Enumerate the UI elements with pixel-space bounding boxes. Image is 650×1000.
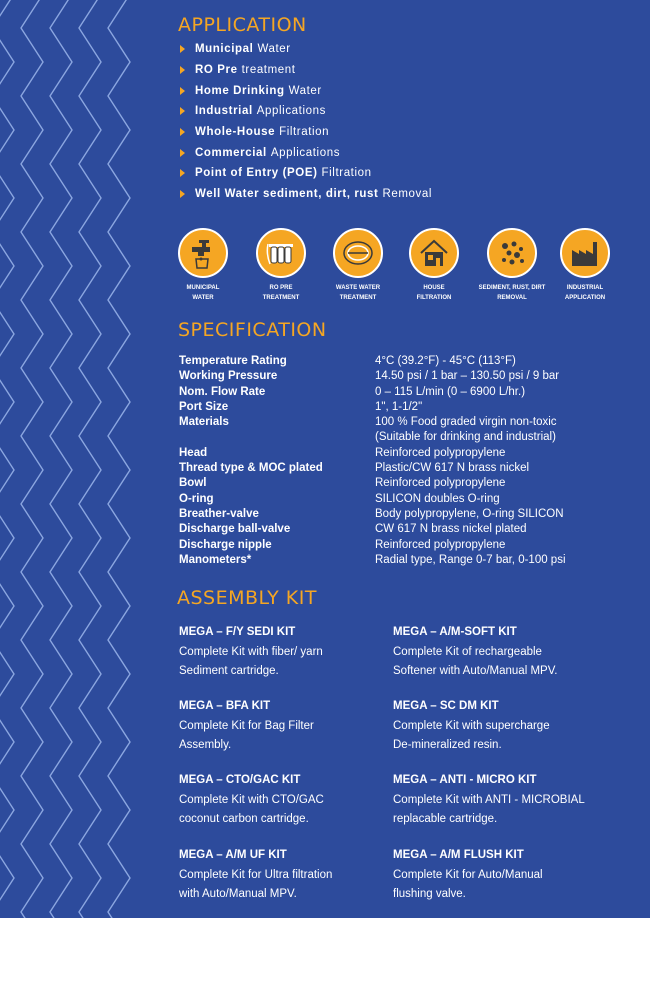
application-item-rest: Removal — [382, 188, 433, 201]
icon-circle — [487, 228, 537, 278]
zigzag-line — [50, 0, 72, 918]
kit-description-line: Complete Kit for Bag Filter — [179, 720, 314, 732]
waste-water-icon — [341, 236, 375, 270]
spec-key: Working Pressure — [179, 370, 278, 383]
house-icon — [417, 236, 451, 270]
zigzag-decoration — [0, 0, 140, 918]
spec-value — [375, 385, 619, 400]
spec-value-line: 0 – 115 L/min (0 – 6900 L/hr.) — [375, 385, 526, 398]
application-item-rest: Water — [288, 84, 322, 97]
assembly-kit-item — [179, 698, 394, 754]
kit-title: MEGA – SC DM KIT — [393, 700, 499, 712]
spec-value-line: Plastic/CW 617 N brass nickel — [375, 462, 530, 475]
kit-description-line: De-mineralized resin. — [393, 738, 502, 751]
application-item-rest: Applications — [256, 105, 326, 118]
spec-value — [375, 461, 619, 476]
assembly-kit-item — [393, 772, 608, 828]
icon-label-line: MUNICIPAL — [186, 285, 220, 291]
spec-key: Bowl — [179, 477, 207, 490]
arrow-icon — [180, 107, 185, 115]
kit-title: MEGA – F/Y SEDI KIT — [179, 626, 296, 638]
icon-circle — [256, 228, 306, 278]
assembly-kit-heading: ASSEMBLY KIT — [177, 587, 317, 609]
application-item — [178, 142, 432, 163]
application-item-rest: treatment — [241, 64, 296, 77]
spec-value — [375, 492, 619, 507]
icon-label-line: APPLICATION — [564, 295, 606, 301]
spec-value — [375, 369, 619, 384]
spec-value — [375, 553, 619, 568]
zigzag-line — [79, 0, 101, 918]
assembly-kit-item — [179, 624, 394, 680]
spec-value-line: 100 % Food graded virgin non-toxic — [375, 416, 557, 429]
factory-icon — [568, 236, 602, 270]
spec-row — [179, 461, 619, 476]
arrow-icon — [180, 66, 185, 74]
spec-row — [179, 415, 619, 446]
spec-row — [179, 553, 619, 568]
application-list — [178, 39, 432, 205]
ro-system-icon — [264, 236, 298, 270]
kit-title: MEGA – ANTI - MICRO KIT — [393, 774, 537, 786]
spec-value — [375, 538, 619, 553]
kit-description-line: Complete Kit with fiber/ yarn — [179, 646, 323, 658]
application-item-bold: Industrial — [195, 105, 253, 118]
kit-description-line: Complete Kit with supercharge — [393, 720, 550, 732]
application-item-rest: Filtration — [279, 126, 330, 139]
spec-value — [375, 354, 619, 369]
spec-value-line: 4°C (39.2°F) - 45°C (113°F) — [375, 355, 516, 367]
icon-label-line: HOUSE — [423, 285, 445, 291]
icon-circle — [560, 228, 610, 278]
spec-row — [179, 400, 619, 415]
spec-key: O-ring — [179, 492, 214, 505]
application-item-bold: Home Drinking — [195, 84, 285, 97]
specification-heading: SPECIFICATION — [178, 319, 327, 341]
spec-value — [375, 415, 619, 446]
application-heading: APPLICATION — [178, 14, 307, 36]
spec-key: Breather-valve — [179, 507, 259, 520]
application-icon-tile — [535, 228, 635, 303]
spec-value — [375, 476, 619, 491]
assembly-kit-item — [179, 847, 394, 903]
kit-description-line: coconut carbon cartridge. — [179, 812, 309, 825]
application-item — [178, 184, 432, 205]
sediment-icon — [495, 236, 529, 270]
icon-label-line: FILTRATION — [416, 295, 452, 301]
icon-label-line: REMOVAL — [497, 295, 527, 301]
spec-value — [375, 507, 619, 522]
kit-title: MEGA – A/M-SOFT KIT — [393, 626, 517, 638]
faucet-icon — [186, 236, 220, 270]
spec-key: Temperature Rating — [179, 355, 287, 367]
kit-description — [179, 866, 394, 903]
kit-description-line: Sediment cartridge. — [179, 664, 279, 677]
application-item-bold: Whole-House — [195, 126, 276, 139]
kit-title: MEGA – CTO/GAC KIT — [179, 774, 301, 786]
icon-label-line: WATER — [192, 295, 214, 301]
kit-description-line: Assembly. — [179, 738, 232, 751]
application-item — [178, 163, 432, 184]
icon-circle — [409, 228, 459, 278]
assembly-kit-item — [179, 772, 394, 828]
zigzag-line — [21, 0, 43, 918]
zigzag-line — [108, 0, 130, 918]
application-item — [178, 39, 432, 60]
icon-label-line: WASTE WATER — [335, 285, 381, 291]
spec-value-line: Radial type, Range 0-7 bar, 0-100 psi — [375, 553, 566, 566]
icon-label — [535, 283, 635, 303]
spec-key: Head — [179, 446, 208, 459]
kit-description-line: Complete Kit of rechargeable — [393, 646, 542, 658]
kit-title: MEGA – A/M FLUSH KIT — [393, 849, 524, 861]
spec-row — [179, 446, 619, 461]
spec-value-line: (Suitable for drinking and industrial) — [375, 431, 556, 444]
assembly-kit-item — [393, 698, 608, 754]
arrow-icon — [180, 149, 185, 157]
spec-key: Thread type & MOC plated — [179, 462, 323, 475]
kit-description-line: Complete Kit for Ultra filtration — [179, 869, 333, 881]
arrow-icon — [180, 87, 185, 95]
kit-description-line: with Auto/Manual MPV. — [179, 887, 297, 900]
application-item — [178, 60, 432, 81]
application-item-bold: RO Pre — [195, 64, 238, 77]
spec-value-line: CW 617 N brass nickel plated — [375, 523, 527, 536]
kit-description-line: Complete Kit with ANTI - MICROBIAL — [393, 794, 585, 806]
icon-circle — [178, 228, 228, 278]
spec-key: Discharge nipple — [179, 538, 272, 551]
spec-row — [179, 476, 619, 491]
spec-row — [179, 507, 619, 522]
arrow-icon — [180, 45, 185, 53]
kit-description — [393, 866, 608, 903]
spec-value-line: SILICON doubles O-ring — [375, 492, 500, 505]
kit-description-line: Complete Kit with CTO/GAC — [179, 794, 324, 806]
kit-description — [393, 643, 608, 680]
kit-title: MEGA – BFA KIT — [179, 700, 271, 712]
icon-label-line: RO PRE — [269, 285, 293, 291]
spec-key: Materials — [179, 416, 229, 429]
spec-value — [375, 446, 619, 461]
kit-description-line: replacable cartridge. — [393, 812, 498, 825]
spec-key: Nom. Flow Rate — [179, 385, 266, 398]
application-item-rest: Water — [257, 43, 291, 56]
spec-value-line: 1", 1-1/2" — [375, 400, 423, 413]
application-item-rest: Applications — [270, 146, 341, 159]
spec-row — [179, 492, 619, 507]
arrow-icon — [180, 128, 185, 136]
application-item-bold: Commercial — [195, 146, 267, 159]
application-item-rest: Filtration — [321, 167, 372, 180]
icon-label-line: INDUSTRIAL — [566, 285, 604, 291]
assembly-kit-item — [393, 847, 608, 903]
spec-row — [179, 522, 619, 537]
kit-title: MEGA – A/M UF KIT — [179, 849, 287, 861]
spec-value-line: Reinforced polypropylene — [375, 446, 506, 459]
application-item-bold: Point of Entry (POE) — [195, 167, 318, 180]
kit-description-line: flushing valve. — [393, 887, 466, 900]
spec-value-line: Reinforced polypropylene — [375, 477, 506, 490]
zigzag-line — [0, 0, 14, 918]
spec-value-line: 14.50 psi / 1 bar – 130.50 psi / 9 bar — [375, 370, 560, 383]
spec-key: Discharge ball-valve — [179, 523, 291, 536]
spec-key: Port Size — [179, 400, 229, 413]
specification-table — [179, 354, 619, 568]
spec-key: Manometers* — [179, 553, 252, 566]
kit-description — [179, 717, 394, 754]
kit-description — [393, 717, 608, 754]
assembly-kit-item — [393, 624, 608, 680]
kit-description-line: Complete Kit for Auto/Manual — [393, 869, 543, 881]
icon-label-line: SEDIMENT, RUST, DIRT — [478, 285, 546, 291]
kit-description-line: Softener with Auto/Manual MPV. — [393, 664, 558, 677]
spec-row — [179, 385, 619, 400]
application-item-bold: Municipal — [195, 43, 254, 56]
kit-description — [393, 791, 608, 828]
spec-value — [375, 400, 619, 415]
application-item — [178, 80, 432, 101]
spec-value — [375, 522, 619, 537]
kit-description — [179, 791, 394, 828]
icon-circle — [333, 228, 383, 278]
application-item — [178, 122, 432, 143]
spec-row — [179, 538, 619, 553]
application-item — [178, 101, 432, 122]
spec-value-line: Body polypropylene, O-ring SILICON — [375, 507, 564, 520]
arrow-icon — [180, 190, 185, 198]
spec-row — [179, 369, 619, 384]
spec-row — [179, 354, 619, 369]
application-item-bold: Well Water sediment, dirt, rust — [195, 188, 379, 201]
icon-label-line: TREATMENT — [262, 295, 300, 301]
icon-label-line: TREATMENT — [339, 295, 377, 301]
arrow-icon — [180, 169, 185, 177]
spec-value-line: Reinforced polypropylene — [375, 538, 506, 551]
kit-description — [179, 643, 394, 680]
